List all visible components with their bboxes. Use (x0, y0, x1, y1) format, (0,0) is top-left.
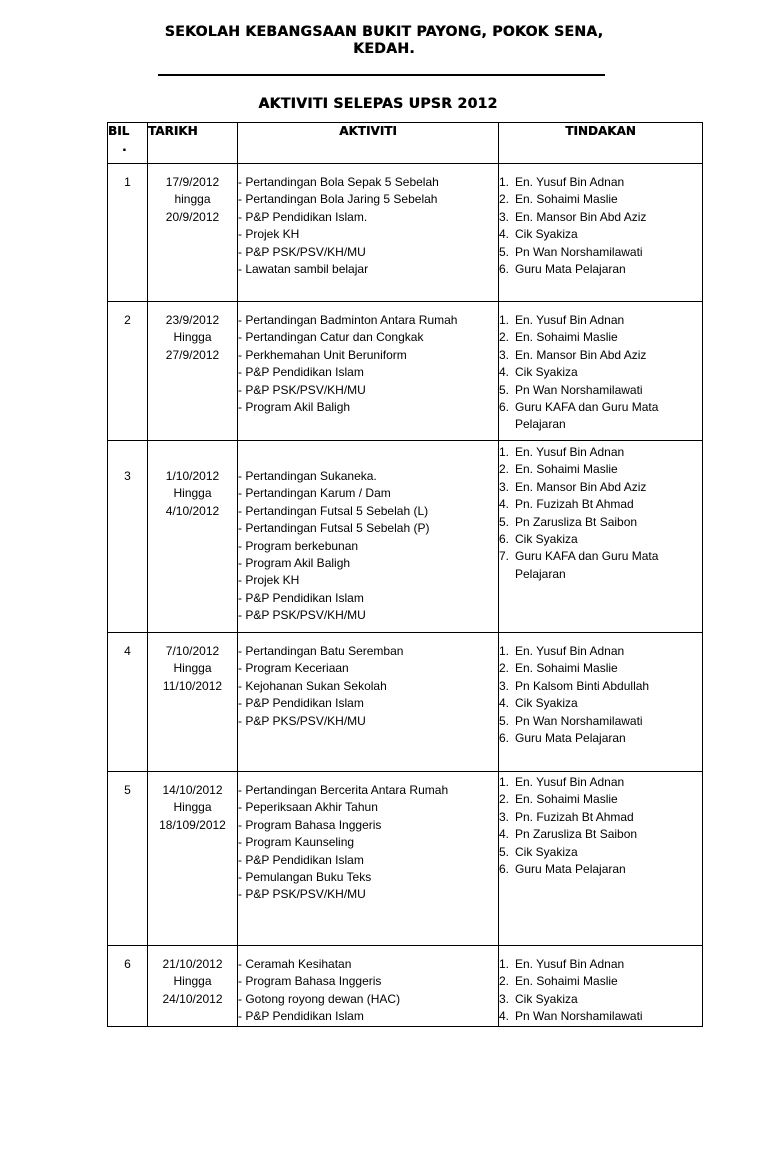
activity-item: - P&P PSK/PSV/KH/MU (238, 382, 366, 397)
date-line: 23/9/2012 (165, 313, 220, 327)
action-item (499, 479, 702, 496)
activity-item: - Pertandingan Badminton Antara Rumah (238, 313, 458, 327)
action-item (499, 809, 702, 826)
activity-item: - P&P PSK/PSV/KH/MU (238, 244, 366, 259)
action-item (499, 973, 702, 990)
action-item-text: Pn Kalsom Binti Abdullah (515, 678, 650, 693)
row-number: 6 (124, 957, 131, 971)
action-item (499, 660, 702, 677)
action-item (499, 844, 702, 861)
cell-tindakan (499, 772, 703, 946)
action-item-number: 1. (499, 445, 510, 459)
action-item-number: 7. (499, 549, 510, 564)
action-item-text: En. Sohaimi Maslie (515, 974, 618, 989)
action-item-text: En. Sohaimi Maslie (515, 792, 618, 807)
action-item-text: Pn Wan Norshamilawati (515, 1009, 643, 1024)
cell-aktiviti (238, 946, 499, 1027)
activity-item: - Pertandingan Futsal 5 Sebelah (P) (238, 521, 430, 536)
action-item (499, 364, 702, 381)
action-item-number: 4. (499, 827, 510, 842)
activity-item: - Program Bahasa Inggeris (238, 817, 382, 832)
cell-tindakan (499, 441, 703, 633)
action-item-text: Pn Wan Norshamilawati (515, 382, 643, 397)
action-item-text: Pn Zarusliza Bt Saibon (515, 514, 638, 529)
action-item-number: 2. (499, 192, 510, 207)
action-item-number: 3. (499, 209, 510, 224)
activity-item: - Pertandingan Bercerita Antara Rumah (238, 783, 449, 797)
action-item-number: 5. (499, 382, 510, 397)
action-item-number: 4. (499, 365, 510, 380)
activity-item: - Kejohanan Sukan Sekolah (238, 678, 387, 693)
row-number: 2 (124, 313, 131, 327)
action-item (499, 826, 702, 843)
header-bil-text: BIL (108, 124, 130, 138)
action-item-text: En. Yusuf Bin Adnan (515, 313, 625, 327)
action-item-text: En. Mansor Bin Abd Aziz (515, 479, 647, 494)
activity-item: - Program Keceriaan (238, 661, 349, 676)
date-line: Hingga (173, 486, 212, 501)
activity-item: - P&P Pendidikan Islam. (238, 209, 368, 224)
activity-item: - Projek KH (238, 227, 300, 242)
date-line: Hingga (173, 800, 212, 815)
cell-bil (108, 302, 148, 441)
cell-bil (108, 164, 148, 302)
action-item-number: 3. (499, 347, 510, 362)
activity-item: - Program berkebunan (238, 538, 359, 553)
action-item-text: En. Yusuf Bin Adnan (515, 445, 625, 459)
activity-item: - Pertandingan Karum / Dam (238, 486, 391, 501)
table-row (108, 633, 703, 772)
cell-aktiviti (238, 633, 499, 772)
action-item-number: 1. (499, 775, 510, 789)
activity-item: - Gotong royong dewan (HAC) (238, 991, 401, 1006)
document-title (0, 96, 768, 112)
action-item-text: Cik Syakiza (515, 696, 578, 711)
action-item (499, 444, 702, 461)
action-item (499, 312, 702, 329)
action-item-text: En. Yusuf Bin Adnan (515, 175, 625, 189)
activity-table (107, 122, 703, 1027)
action-item (499, 991, 702, 1008)
activity-item: - Ceramah Kesihatan (238, 957, 352, 971)
action-item (499, 416, 702, 433)
action-item (499, 261, 702, 278)
action-item (499, 382, 702, 399)
action-item-text: En. Sohaimi Maslie (515, 192, 618, 207)
action-item (499, 461, 702, 478)
activity-item: - P&P Pendidikan Islam (238, 590, 364, 605)
action-item (499, 514, 702, 531)
action-item (499, 399, 702, 416)
action-item (499, 226, 702, 243)
action-item-text: Guru KAFA dan Guru Mata (515, 549, 659, 564)
action-item-number: 3. (499, 479, 510, 494)
date-line: 4/10/2012 (165, 503, 220, 518)
cell-bil (108, 772, 148, 946)
school-name-line2: KEDAH. (353, 41, 415, 57)
action-item (499, 861, 702, 878)
header-aktiviti: AKTIVITI (238, 123, 499, 164)
action-item-number: 2. (499, 462, 510, 477)
action-item-number: 3. (499, 991, 510, 1006)
action-item-text: Pn Wan Norshamilawati (515, 713, 643, 728)
cell-tindakan (499, 946, 703, 1027)
document-title-text: AKTIVITI SELEPAS UPSR 2012 (258, 96, 498, 112)
activity-item: - P&P PSK/PSV/KH/MU (238, 887, 366, 902)
school-name (0, 24, 768, 58)
cell-aktiviti (238, 441, 499, 633)
action-item-number: 1. (499, 313, 510, 327)
action-item (499, 643, 702, 660)
row-number: 5 (124, 783, 131, 797)
date-line: hingga (174, 192, 211, 207)
header-bil (108, 123, 148, 164)
action-item-text: En. Yusuf Bin Adnan (515, 775, 625, 789)
activity-item: - P&P PKS/PSV/KH/MU (238, 713, 366, 728)
action-item-text: En. Yusuf Bin Adnan (515, 957, 625, 971)
cell-tindakan (499, 164, 703, 302)
cell-aktiviti (238, 164, 499, 302)
action-item-text: En. Sohaimi Maslie (515, 661, 618, 676)
action-item-number: 6. (499, 730, 510, 745)
action-item-text: Cik Syakiza (515, 227, 578, 242)
activity-item: - Pemulangan Buku Teks (238, 869, 372, 884)
action-item-text: Pelajaran (515, 417, 566, 432)
action-item-text: Guru Mata Pelajaran (515, 261, 626, 276)
action-item (499, 695, 702, 712)
header-underline (158, 74, 605, 76)
action-item (499, 774, 702, 791)
cell-tarikh (148, 633, 238, 772)
action-item-number: 5. (499, 514, 510, 529)
action-item-text: Pn. Fuzizah Bt Ahmad (515, 497, 634, 512)
action-item-text: En. Mansor Bin Abd Aziz (515, 347, 647, 362)
action-item-number: 1. (499, 644, 510, 658)
action-item-text: Pn Zarusliza Bt Saibon (515, 827, 638, 842)
date-line: 7/10/2012 (165, 644, 220, 658)
activity-item: - P&P Pendidikan Islam (238, 852, 364, 867)
action-item (499, 548, 702, 565)
activity-item: - Program Akil Baligh (238, 555, 351, 570)
action-item-number: 6. (499, 399, 510, 414)
action-item-number: 5. (499, 713, 510, 728)
activity-item: - P&P Pendidikan Islam (238, 1009, 364, 1024)
action-item-number: 4. (499, 227, 510, 242)
action-item-number: 5. (499, 844, 510, 859)
header-tindakan: TINDAKAN (499, 123, 703, 164)
header-bil-dot: . (122, 140, 127, 155)
activity-item: - Peperiksaan Akhir Tahun (238, 800, 378, 815)
action-item-number: 2. (499, 974, 510, 989)
action-item-number: 2. (499, 330, 510, 345)
action-item (499, 956, 702, 973)
action-item-number: 3. (499, 809, 510, 824)
action-item-text: Pn. Fuzizah Bt Ahmad (515, 809, 634, 824)
action-item (499, 678, 702, 695)
action-item (499, 730, 702, 747)
action-item-number: 4. (499, 497, 510, 512)
activity-item: - P&P Pendidikan Islam (238, 696, 364, 711)
date-line: 14/10/2012 (162, 783, 223, 797)
activity-item: - Program Akil Baligh (238, 399, 351, 414)
action-item-text: En. Sohaimi Maslie (515, 462, 618, 477)
action-item-number: 6. (499, 261, 510, 276)
date-line: 21/10/2012 (162, 957, 223, 971)
activity-item: - P&P PSK/PSV/KH/MU (238, 608, 366, 623)
activity-item: - Pertandingan Bola Jaring 5 Sebelah (238, 192, 438, 207)
action-item-text: En. Sohaimi Maslie (515, 330, 618, 345)
header-tarikh: TARIKH (148, 123, 238, 164)
table-row (108, 164, 703, 302)
table-row (108, 946, 703, 1027)
activity-item: - Program Bahasa Inggeris (238, 974, 382, 989)
date-line: Hingga (173, 330, 212, 345)
action-item-number: 5. (499, 244, 510, 259)
action-item (499, 174, 702, 191)
action-item-number: 1. (499, 957, 510, 971)
action-item-text: Pelajaran (515, 566, 566, 581)
row-number: 4 (124, 644, 131, 658)
cell-tarikh (148, 441, 238, 633)
action-item (499, 531, 702, 548)
action-item-number: 3. (499, 678, 510, 693)
action-item-text: Cik Syakiza (515, 365, 578, 380)
action-item-number: 1. (499, 175, 510, 189)
table-row (108, 772, 703, 946)
action-item-text: Cik Syakiza (515, 531, 578, 546)
action-item-number: 4. (499, 696, 510, 711)
activity-item: - Pertandingan Sukaneka. (238, 469, 377, 483)
action-item-number: 2. (499, 661, 510, 676)
action-item-text: Pn Wan Norshamilawati (515, 244, 643, 259)
action-item-text: Cik Syakiza (515, 844, 578, 859)
date-line: 1/10/2012 (165, 469, 220, 483)
action-item-text: En. Mansor Bin Abd Aziz (515, 209, 647, 224)
action-item-text: Cik Syakiza (515, 991, 578, 1006)
action-item (499, 209, 702, 226)
table-body (108, 164, 703, 1027)
action-item (499, 713, 702, 730)
action-item-text: Guru KAFA dan Guru Mata (515, 399, 659, 414)
date-line: 17/9/2012 (165, 175, 220, 189)
action-item (499, 191, 702, 208)
action-item (499, 1008, 702, 1025)
action-item (499, 244, 702, 261)
cell-aktiviti (238, 772, 499, 946)
action-item (499, 496, 702, 513)
date-line: Hingga (173, 661, 212, 676)
cell-tindakan (499, 302, 703, 441)
date-line: 18/109/2012 (159, 817, 226, 832)
document-header (0, 24, 768, 58)
table-row (108, 302, 703, 441)
activity-item: - Pertandingan Batu Seremban (238, 644, 404, 658)
date-line: 11/10/2012 (162, 678, 223, 693)
cell-bil (108, 441, 148, 633)
row-number: 3 (124, 469, 131, 483)
activity-item: - Lawatan sambil belajar (238, 261, 369, 276)
cell-aktiviti (238, 302, 499, 441)
cell-bil (108, 946, 148, 1027)
action-item-text: Guru Mata Pelajaran (515, 730, 626, 745)
activity-item: - Pertandingan Futsal 5 Sebelah (L) (238, 503, 429, 518)
row-number: 1 (124, 175, 131, 189)
action-item-text: En. Yusuf Bin Adnan (515, 644, 625, 658)
table-header-row (108, 123, 703, 164)
activity-item: - Perkhemahan Unit Beruniform (238, 347, 407, 362)
activity-item: - Program Kaunseling (238, 835, 355, 850)
action-item (499, 329, 702, 346)
date-line: 27/9/2012 (165, 347, 220, 362)
activity-item: - P&P Pendidikan Islam (238, 365, 364, 380)
cell-tarikh (148, 772, 238, 946)
action-item (499, 566, 702, 583)
activity-item: - Pertandingan Catur dan Congkak (238, 330, 424, 345)
action-item-number: 6. (499, 861, 510, 876)
date-line: 20/9/2012 (165, 209, 220, 224)
action-item-number: 6. (499, 531, 510, 546)
action-item-text: Guru Mata Pelajaran (515, 861, 626, 876)
activity-item: - Pertandingan Bola Sepak 5 Sebelah (238, 175, 439, 189)
date-line: Hingga (173, 974, 212, 989)
cell-tarikh (148, 164, 238, 302)
cell-bil (108, 633, 148, 772)
table-row (108, 441, 703, 633)
action-item (499, 347, 702, 364)
date-line: 24/10/2012 (162, 991, 223, 1006)
action-item (499, 791, 702, 808)
school-name-line1: SEKOLAH KEBANGSAAN BUKIT PAYONG, POKOK SENA, (164, 24, 604, 40)
action-item-number: 4. (499, 1009, 510, 1024)
cell-tarikh (148, 302, 238, 441)
activity-item: - Projek KH (238, 573, 300, 588)
action-item-number: 2. (499, 792, 510, 807)
cell-tindakan (499, 633, 703, 772)
cell-tarikh (148, 946, 238, 1027)
